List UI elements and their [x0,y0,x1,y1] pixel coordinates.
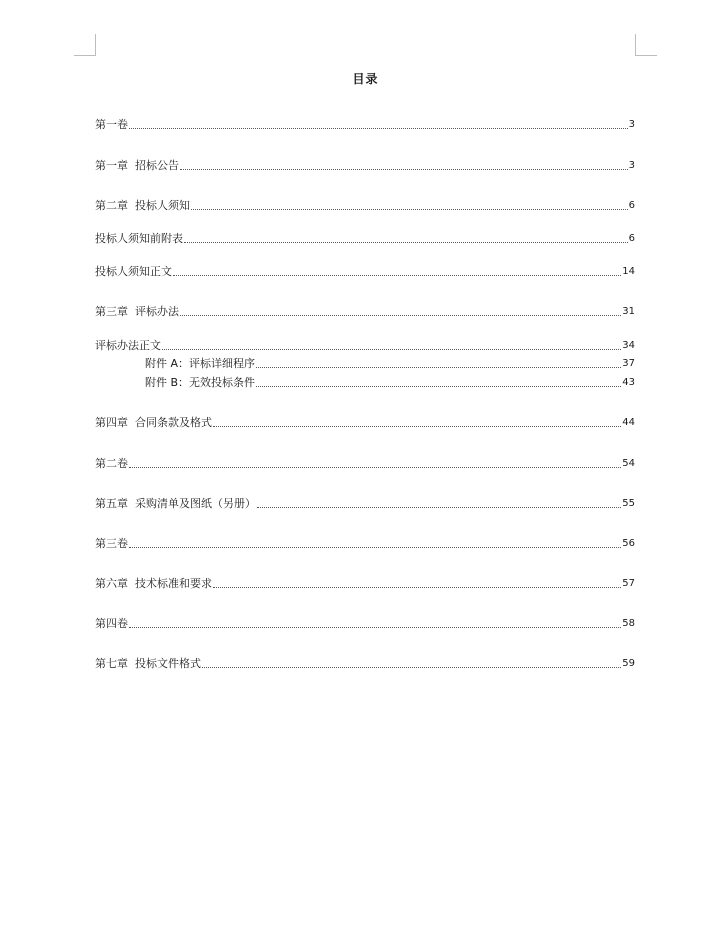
toc-entry[interactable] [95,264,635,278]
toc-entry-page: 37 [622,358,635,369]
toc-entry-page: 55 [622,498,635,509]
toc-dot-leader [129,128,628,129]
toc-entry[interactable] [95,117,635,131]
toc-entry-page: 59 [622,658,635,669]
toc-entry-page: 43 [622,377,635,388]
toc-dot-leader [257,507,621,508]
toc-entry[interactable] [95,338,635,352]
toc-dot-leader [213,587,621,588]
toc-entry[interactable] [145,375,635,389]
toc-entry[interactable] [95,456,635,470]
toc-entry-label: 第二章 投标人须知 [95,199,190,212]
toc-entry-label: 第三章 评标办法 [95,305,179,318]
toc-entry[interactable] [95,656,635,670]
toc-entry-label: 第四章 合同条款及格式 [95,416,212,429]
toc-entry-label: 第三卷 [95,537,128,550]
toc-dot-leader [129,467,621,468]
toc-dot-leader [173,275,621,276]
toc-entry-page: 3 [628,119,635,130]
toc-entry-page: 34 [622,340,635,351]
toc-entry-label: 第一卷 [95,118,128,131]
toc-entry-page: 6 [628,200,635,211]
toc-entry[interactable] [95,576,635,590]
toc-entry-label: 第五章 采购清单及图纸（另册） [95,497,256,510]
toc-entry-page: 31 [622,306,635,317]
toc-entry[interactable] [145,356,635,370]
toc-entry-page: 58 [622,618,635,629]
toc-entry-page: 54 [622,458,635,469]
toc-dot-leader [191,209,628,210]
toc-entry-label: 第四卷 [95,617,128,630]
toc-entry[interactable] [95,415,635,429]
toc-dot-leader [256,386,621,387]
toc-dot-leader [180,169,628,170]
toc-entry-page: 57 [622,578,635,589]
toc-entry-label: 附件 B：无效投标条件 [145,376,256,389]
toc-entry-label: 评标办法正文 [95,339,161,352]
toc-entry-label: 第七章 投标文件格式 [95,657,201,670]
toc-entry[interactable] [95,496,635,510]
toc-entry[interactable] [95,616,635,630]
toc-entry-page: 3 [628,160,635,171]
toc-dot-leader [184,242,628,243]
toc-entry-label: 第六章 技术标准和要求 [95,577,212,590]
toc-entry-page: 56 [622,538,635,549]
toc-entry-label: 附件 A：评标详细程序 [145,357,256,370]
toc-entry-label: 投标人须知前附表 [95,232,183,245]
toc-dot-leader [180,315,621,316]
toc-entry[interactable] [95,304,635,318]
toc-entry-label: 第一章 招标公告 [95,159,179,172]
toc-dot-leader [202,667,621,668]
toc-entry[interactable] [95,536,635,550]
toc-dot-leader [256,367,621,368]
toc-entry-label: 第二卷 [95,457,128,470]
toc-entry[interactable] [95,198,635,212]
toc-dot-leader [129,627,621,628]
toc-dot-leader [162,349,621,350]
toc-entry[interactable] [95,231,635,245]
toc-entry[interactable] [95,158,635,172]
toc-entry-page: 44 [622,417,635,428]
toc-dot-leader [129,547,621,548]
toc-entry-label: 投标人须知正文 [95,265,172,278]
toc-entry-page: 14 [622,266,635,277]
toc-title: 目录 [352,72,379,86]
toc-dot-leader [213,426,621,427]
toc-entry-page: 6 [628,233,635,244]
